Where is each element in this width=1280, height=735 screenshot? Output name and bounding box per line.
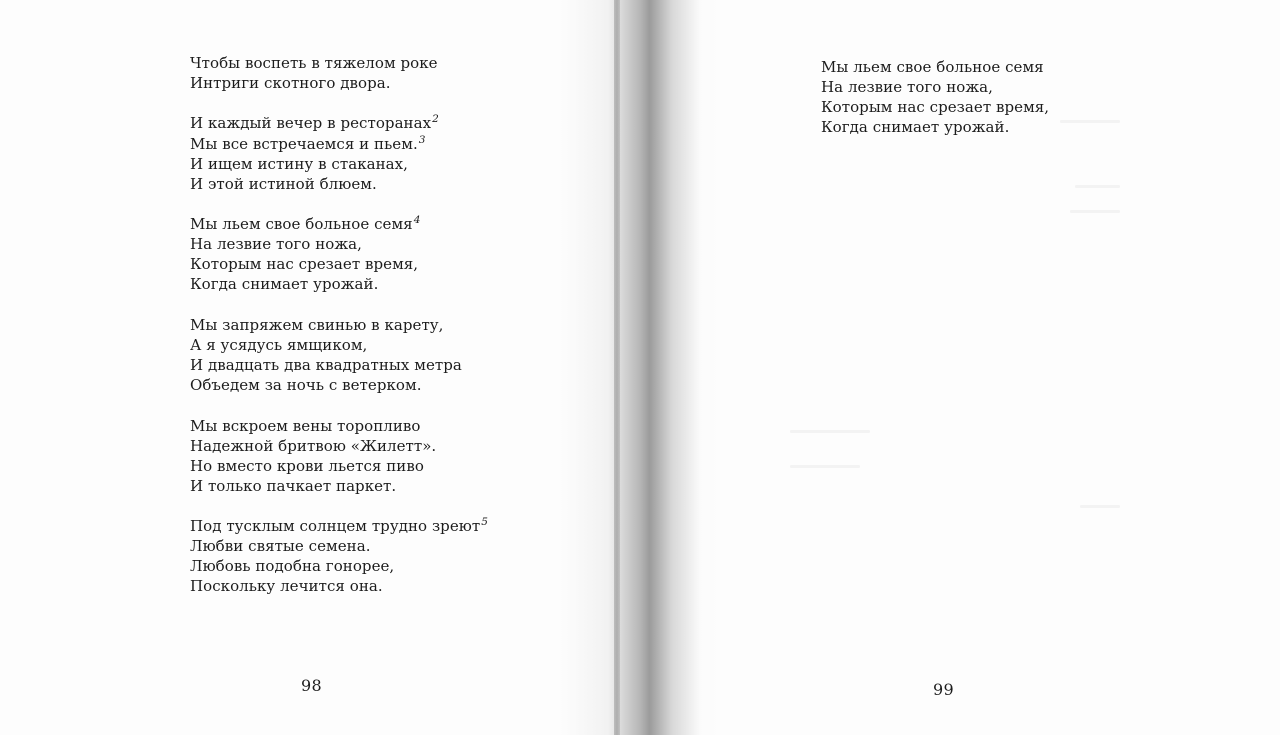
footnote-marker: 4 [413,214,421,227]
stanza [190,53,488,93]
verse-line [190,476,488,496]
verse-line [190,315,488,335]
footnote-marker: 2 [432,113,439,126]
verse-line-text: Мы все встречаемся и пьем. [190,134,418,153]
verse-line-text: Мы льем свое больное семя [190,215,413,234]
footnote-marker: 5 [481,516,488,529]
verse-line [190,73,488,93]
verse-line-text: Мы запряжем свинью в карету, [190,315,444,334]
verse-line-text: А я усядусь ямщиком, [190,335,368,354]
verse-line-text: Которым нас срезает время, [821,98,1050,117]
page-number-right: 99 [933,680,954,699]
footnote-marker: 3 [418,133,426,146]
verse-line-text: На лезвие того ножа, [190,235,362,254]
stanza [190,214,488,294]
verse-line [190,274,488,294]
verse-line [821,57,1049,77]
verse-line [190,53,488,73]
stanza [190,416,488,496]
verse-line-text: И только пачкает паркет. [190,476,397,495]
verse-line-text: Под тусклым солнцем трудно зреют [190,517,481,536]
verse-line-text: Надежной бритвою «Жилетт». [190,436,437,455]
left-poem-text [190,53,488,597]
verse-line [821,97,1049,117]
page-number-left: 98 [301,676,322,695]
verse-line [190,536,488,556]
verse-line [190,436,488,456]
verse-line-text: Любовь подобна гонорее, [190,557,395,576]
verse-line [190,134,488,154]
verse-line-text: Поскольку лечится она. [190,577,383,596]
verse-line-text: И двадцать два квадратных метра [190,356,462,375]
book-gutter-shadow [560,0,720,735]
verse-line [190,416,488,436]
stanza [190,315,488,395]
verse-line-text: Которым нас срезает время, [190,255,419,274]
verse-line [190,335,488,355]
stanza [190,113,488,193]
verse-line-text: Чтобы воспеть в тяжелом роке [190,54,438,72]
verse-line [821,77,1049,97]
verse-line [190,214,488,234]
verse-line-text: Объедем за ночь с ветерком. [190,376,422,395]
verse-line [190,456,488,476]
stanza [190,516,488,596]
stanza [821,57,1049,137]
verse-line [190,375,488,395]
verse-line [190,516,488,536]
verse-line-text: Мы вскроем вены торопливо [190,416,421,435]
verse-line-text: Любви святые семена. [190,537,371,556]
verse-line-text: И каждый вечер в ресторанах [190,114,432,133]
verse-line-text: Интриги скотного двора. [190,74,391,93]
verse-line [190,174,488,194]
verse-line [190,556,488,576]
verse-line-text: Когда снимает урожай. [821,118,1010,137]
left-page [0,0,615,735]
verse-line-text: Когда снимает урожай. [190,275,379,294]
verse-line-text: На лезвие того ножа, [821,78,993,97]
verse-line-text: И ищем истину в стаканах, [190,154,408,173]
verse-line [190,576,488,596]
verse-line-text: И этой истиной блюем. [190,174,377,193]
verse-line [190,154,488,174]
verse-line [190,355,488,375]
verse-line-text: Мы льем свое больное семя [821,58,1044,76]
verse-line [821,117,1049,137]
book-spine-crease [614,0,620,735]
verse-line [190,113,488,133]
verse-line-text: Но вместо крови льется пиво [190,456,424,475]
verse-line [190,234,488,254]
verse-line [190,254,488,274]
right-poem-text [821,57,1049,137]
